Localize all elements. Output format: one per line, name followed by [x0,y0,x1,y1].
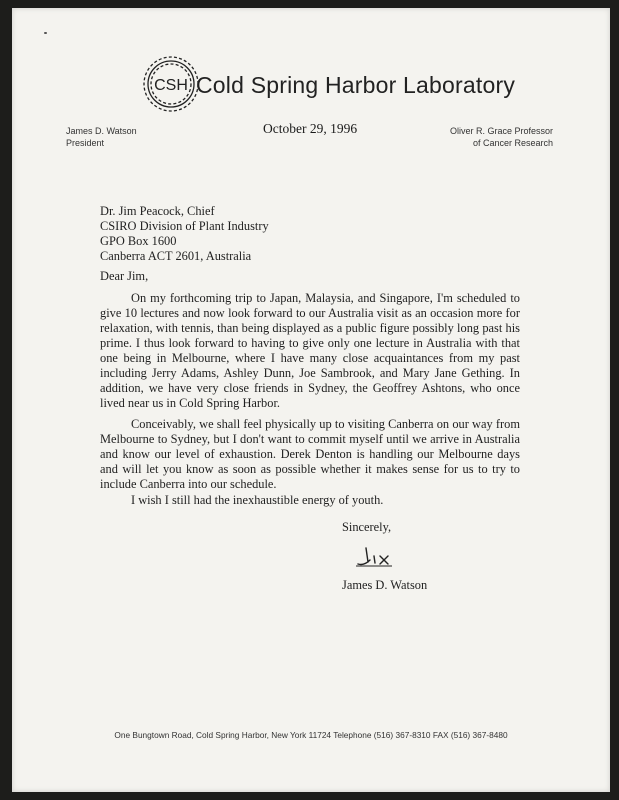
csh-logo [140,53,202,115]
letterhead-footer: One Bungtown Road, Cold Spring Harbor, New York 11724 Telephone (516) 367-8310 FAX (516) 367-8480 [114,730,508,740]
professorship-line-2: of Cancer Research [472,138,553,148]
paper-speck [44,32,47,34]
logo-text: CSH [154,77,188,94]
recipient-line: Canberra ACT 2601, Australia [100,249,252,263]
recipient-line: CSIRO Division of Plant Industry [100,219,269,233]
recipient-line: GPO Box 1600 [100,234,177,248]
handwritten-signature [354,542,404,572]
letter-date: October 29, 1996 [263,121,358,136]
professorship-line-1: Oliver R. Grace Professor [449,126,553,136]
sender-title: President [66,138,105,148]
closing: Sincerely, [342,520,392,534]
letter-page [12,8,610,792]
organization-name: Cold Spring Harbor Laboratory [196,72,516,98]
salutation: Dear Jim, [100,269,149,283]
sender-block [66,125,137,149]
body-paragraph-1: On my forthcoming trip to Japan, Malaysia, and Singapore, I'm scheduled to give 10 lectures and now look forward to our Australia visit as an occasion more for relaxation, with tennis, than being displayed as a public figure possibly long past his prime. I thus look forward to having to give only one lecture in Australia with that one being in Melbourne, where I have many close acquaintances from my past including Jerry Adams, Ashley Dunn, Joe Sambrook, and Mary Jane Gething. In addition, we have very close friends in Sydney, the Geoffrey Ashtons, who once lived near us in Cold Spring Harbor. [100,291,520,410]
sender-name: James D. Watson [66,126,137,136]
recipient-line: Dr. Jim Peacock, Chief [100,204,215,218]
signer-name: James D. Watson [342,578,428,592]
professorship-block [450,125,553,149]
body-paragraph-3: I wish I still had the inexhaustible energy of youth. [131,493,384,507]
recipient-address [100,204,269,264]
body-paragraph-2: Conceivably, we shall feel physically up to visiting Canberra on our way from Melbourne to Sydney, but I don't want to commit myself until we arrive in Australia and know our level of exhaustion. Derek Denton is handling our Melbourne days and will let you know as soon as possible whether it makes sense for us to try to include Canberra into our schedule. [100,417,520,491]
